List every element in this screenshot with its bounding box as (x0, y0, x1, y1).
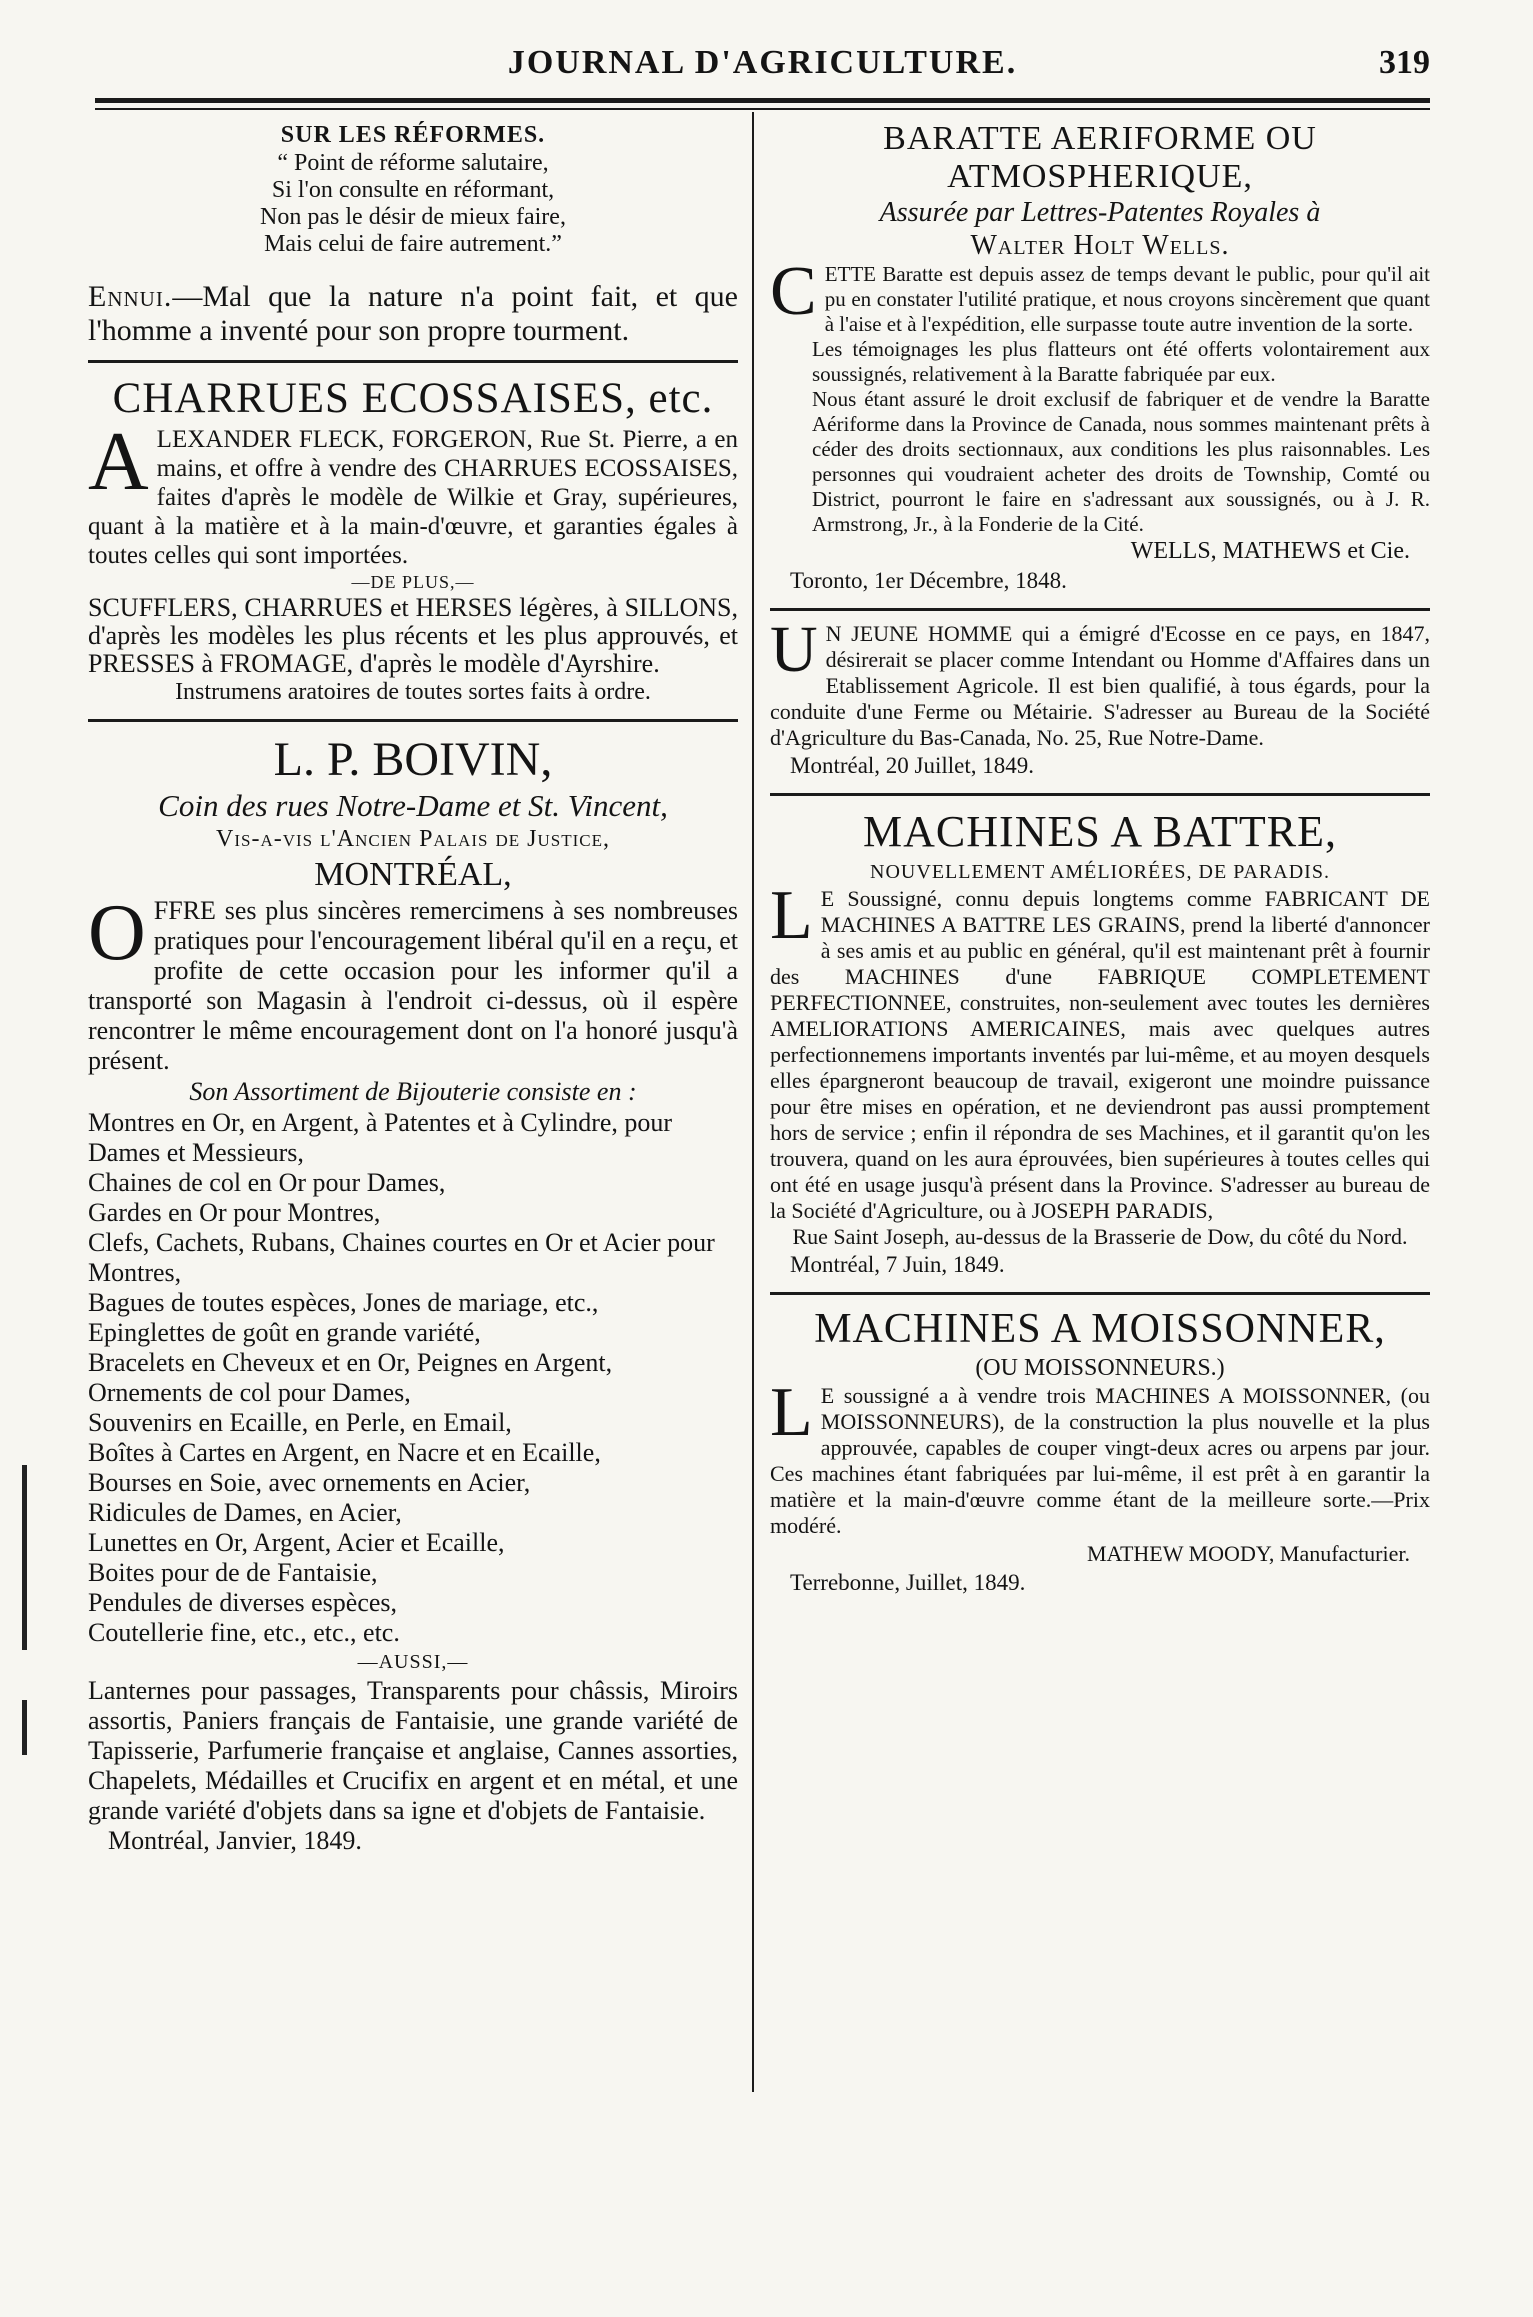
battre-subhead: NOUVELLEMENT AMÉLIORÉES, DE PARADIS. (870, 861, 1330, 883)
dropcap: A (88, 415, 149, 508)
poem-line: Mais celui de faire autrement.” (264, 231, 562, 257)
moissonner-headline: MACHINES A MOISSONNER, (814, 1306, 1386, 1352)
de-plus-label: —DE PLUS,— (351, 572, 475, 592)
dropcap: O (88, 889, 146, 977)
charrues-headline: CHARRUES ECOSSAISES, etc. (112, 375, 714, 422)
assortment-list (88, 1108, 738, 1648)
baratte-body2: Les témoignages les plus flatteurs ont été offerts volontairement aux soussignés, relativement à la Baratte fabriquée par eux. (812, 337, 1430, 386)
moissonner-text: E soussigné a à vendre trois MACHINES A MOISSONNER, (ou MOISSONNEURS), de la construction la plus nouvelle et la plus approuvée, capables de couper vingt-deux acres ou arpens par jour. Ces machines étant fabriquées par lui-même, il est prêt à en garantir la matière et la main-d'œuvre comme étant de la meilleure sorte.—Prix modéré. (770, 1383, 1430, 1538)
charrues-ad (88, 373, 738, 707)
moissonner-date: Terrebonne, Juillet, 1849. (790, 1570, 1026, 1595)
section-rule (88, 719, 738, 722)
aussi-text: Lanternes pour passages, Transparents pour châssis, Miroirs assortis, Paniers français de Fantaisie, une grande variété de Tapisserie, Parfumerie française et anglaise, Cannes assorties, Chapelets, Médailles et Crucifix en argent et en métal, et une grande variété d'objets dans sa igne et d'objets de Fantaisie. (88, 1676, 738, 1825)
boivin-city: MONTRÉAL, (314, 856, 512, 893)
page-number: 319 (1379, 44, 1430, 81)
charrues-body2: SCUFFLERS, CHARRUES et HERSES légères, à SILLONS, d'après les modèles les plus récents et les plus approuvés, et PRESSES à FROMAGE, d'après le modèle d'Ayrshire. (88, 593, 738, 678)
boivin-vis-a-vis: Vis-a-vis l'Ancien Palais de Justice, (216, 826, 610, 852)
baratte-body3: Nous étant assuré le droit exclusif de fabriquer et de vendre la Baratte Aériforme dans la Province de Canada, nous sommes maintenant prêts à céder des droits sectionnaux, aux conditions les plus raisonnables. Les personnes qui voudraient acheter des droits de Township, Comté ou District, pourront le faire en s'adressant aux soussignés, ou à J. R. Armstrong, Jr., à la Fonderie de la Cité. (812, 387, 1430, 536)
boivin-intro-text: FFRE ses plus sincères remercimens à ses nombreuses pratiques pour l'encouragement libéral qu'il en a reçu, et profite de cette occasion pour les informer qu'il a transporté son Magasin à l'endroit ci-dessus, où il espère rencontrer le même encouragement dont on l'a honoré jusqu'à présent. (88, 896, 738, 1075)
moissonner-ad (770, 1305, 1430, 1598)
boivin-name: L. P. BOIVIN, (273, 733, 553, 786)
jeune-homme-ad (770, 613, 1430, 781)
header-rule (95, 98, 1430, 103)
baratte-text: ETTE Baratte est depuis assez de temps devant le public, pour qu'il ait pu en constater l'utilité pratique, et nous croyons sincèrement que quant à l'aise et à l'expédition, elle surpasse toute autre invention de la sorte. (824, 262, 1430, 336)
battre-headline: MACHINES A BATTRE, (863, 807, 1337, 856)
charrues-closing: Instrumens aratoires de toutes sortes faits à ordre. (175, 679, 651, 705)
poem-line: Si l'on consulte en réformant, (271, 177, 555, 203)
boivin-intro (88, 889, 738, 1076)
header-rule-thin (95, 108, 1430, 110)
moissonner-signature: MATHEW MOODY, Manufacturier. (1086, 1541, 1410, 1566)
assortment-title: Son Assortiment de Bijouterie consiste en : (189, 1077, 637, 1106)
poem-block (88, 120, 738, 258)
list-item: Ridicules de Dames, en Acier, (88, 1498, 402, 1527)
list-item: Bagues de toutes espèces, Jones de mariage, etc., (88, 1288, 599, 1317)
section-rule (770, 608, 1430, 611)
list-item: Bracelets en Cheveux et en Or, Peignes en Argent, (88, 1348, 613, 1377)
boivin-ad (88, 732, 738, 1856)
ennui-paragraph (88, 280, 738, 348)
left-column (88, 120, 738, 1856)
dropcap: U (770, 613, 818, 686)
right-column (770, 120, 1430, 1598)
list-item: Clefs, Cachets, Rubans, Chaines courtes en Or et Acier pour Montres, (88, 1228, 715, 1287)
baratte-signature: WELLS, MATHEWS et Cie. (1130, 538, 1410, 564)
moissonner-body (770, 1374, 1430, 1539)
margin-mark (22, 1465, 27, 1650)
page-header (95, 28, 1430, 98)
charrues-body (88, 415, 738, 570)
margin-mark (22, 1700, 27, 1755)
baratte-ad (770, 120, 1430, 596)
poem-line: Non pas le désir de mieux faire, (260, 204, 566, 230)
journal-title: JOURNAL D'AGRICULTURE. (507, 44, 1018, 81)
list-item: Lunettes en Or, Argent, Acier et Ecaille, (88, 1528, 505, 1557)
list-item: Souvenirs en Ecaille, en Perle, en Email, (88, 1408, 512, 1437)
list-item: Ornements de col pour Dames, (88, 1378, 411, 1407)
column-divider (752, 112, 754, 2092)
section-rule (770, 1292, 1430, 1295)
list-item: Boites pour de de Fantaisie, (88, 1558, 378, 1587)
charrues-text: LEXANDER FLECK, FORGERON, Rue St. Pierre, a en mains, et offre à vendre des CHARRUES ECOSSAISES, faites d'après le modèle de Wilkie et Gray, supérieures, quant à la matière et à la main-d'œuvre, et garanties égales à toutes celles qui sont importées. (88, 426, 738, 569)
moissonner-subhead: (OU MOISSONNEURS.) (975, 1355, 1225, 1381)
list-item: Montres en Or, en Argent, à Patentes et à Cylindre, pour Dames et Messieurs, (88, 1108, 673, 1167)
dropcap: L (770, 1374, 813, 1451)
list-item: Epinglettes de goût en grande variété, (88, 1318, 481, 1347)
aussi-label: —AUSSI,— (357, 1651, 469, 1673)
poem-line: “ Point de réforme salutaire, (277, 150, 549, 176)
list-item: Coutellerie fine, etc., etc., etc. (88, 1618, 400, 1647)
list-item: Boîtes à Cartes en Argent, en Nacre et en Ecaille, (88, 1438, 601, 1467)
baratte-body1 (770, 253, 1430, 337)
ennui-lead: Ennui. (88, 280, 173, 313)
battre-ad (770, 806, 1430, 1280)
section-rule (770, 793, 1430, 796)
battre-address: Rue Saint Joseph, au-dessus de la Brasserie de Dow, du côté du Nord. (792, 1224, 1408, 1249)
dropcap: C (770, 253, 817, 330)
boivin-address: Coin des rues Notre-Dame et St. Vincent, (158, 788, 668, 823)
jeune-homme-body (770, 613, 1430, 751)
ennui-text: —Mal que la nature n'a point fait, et que l'homme a inventé pour son propre tourment. (88, 280, 738, 347)
list-item: Gardes en Or pour Montres, (88, 1198, 381, 1227)
battre-date: Montréal, 7 Juin, 1849. (790, 1252, 1005, 1277)
baratte-subhead: Assurée par Lettres-Patentes Royales à (879, 197, 1321, 228)
baratte-owner: Walter Holt Wells. (970, 230, 1230, 261)
section-rule (88, 360, 738, 363)
dropcap: L (770, 877, 813, 954)
baratte-headline: BARATTE AERIFORME OU ATMOSPHERIQUE, (883, 120, 1317, 195)
list-item: Chaines de col en Or pour Dames, (88, 1168, 446, 1197)
battre-body (770, 877, 1430, 1224)
jeune-homme-date: Montréal, 20 Juillet, 1849. (790, 753, 1035, 778)
battre-text: E Soussigné, connu depuis longtems comme FABRICANT DE MACHINES A BATTRE LES GRAINS, prend la liberté d'annoncer à ses amis et au public en général, qu'il est maintenant prêt à fournir des MACHINES d'une FABRIQUE COMPLETEMENT PERFECTIONNEE, construites, non-seulement avec toutes les dernières AMELIORATIONS AMERICAINES, mais avec quelques autres perfectionnemens importants inventés par lui-même, et au moyen desquels elles épargneront beaucoup de travail, exigeront une moindre puissance pour être mises en opération, et ne deviendront pas aussi promptement hors de service ; enfin il répondra de ses Machines, et il garantit qu'on les trouvera, quand on les aura éprouvées, bien supérieures à toutes celles qui ont été en usage jusqu'à présent dans la Province. S'adresser au bureau de la Société d'Agriculture, ou à JOSEPH PARADIS, (770, 886, 1430, 1223)
list-item: Bourses en Soie, avec ornements en Acier, (88, 1468, 531, 1497)
baratte-date: Toronto, 1er Décembre, 1848. (790, 568, 1067, 593)
boivin-date: Montréal, Janvier, 1849. (108, 1826, 362, 1855)
poem-title: SUR LES RÉFORMES. (280, 122, 546, 148)
list-item: Pendules de diverses espèces, (88, 1588, 398, 1617)
jeune-homme-text: N JEUNE HOMME qui a émigré d'Ecosse en ce pays, en 1847, désirerait se placer comme Intendant ou Homme d'Affaires dans un Etablissement Agricole. Il est bien qualifié, à tous égards, pour la conduite d'une Ferme ou Métairie. S'adresser au Bureau de la Société d'Agriculture du Bas-Canada, No. 25, Rue Notre-Dame. (770, 621, 1430, 750)
